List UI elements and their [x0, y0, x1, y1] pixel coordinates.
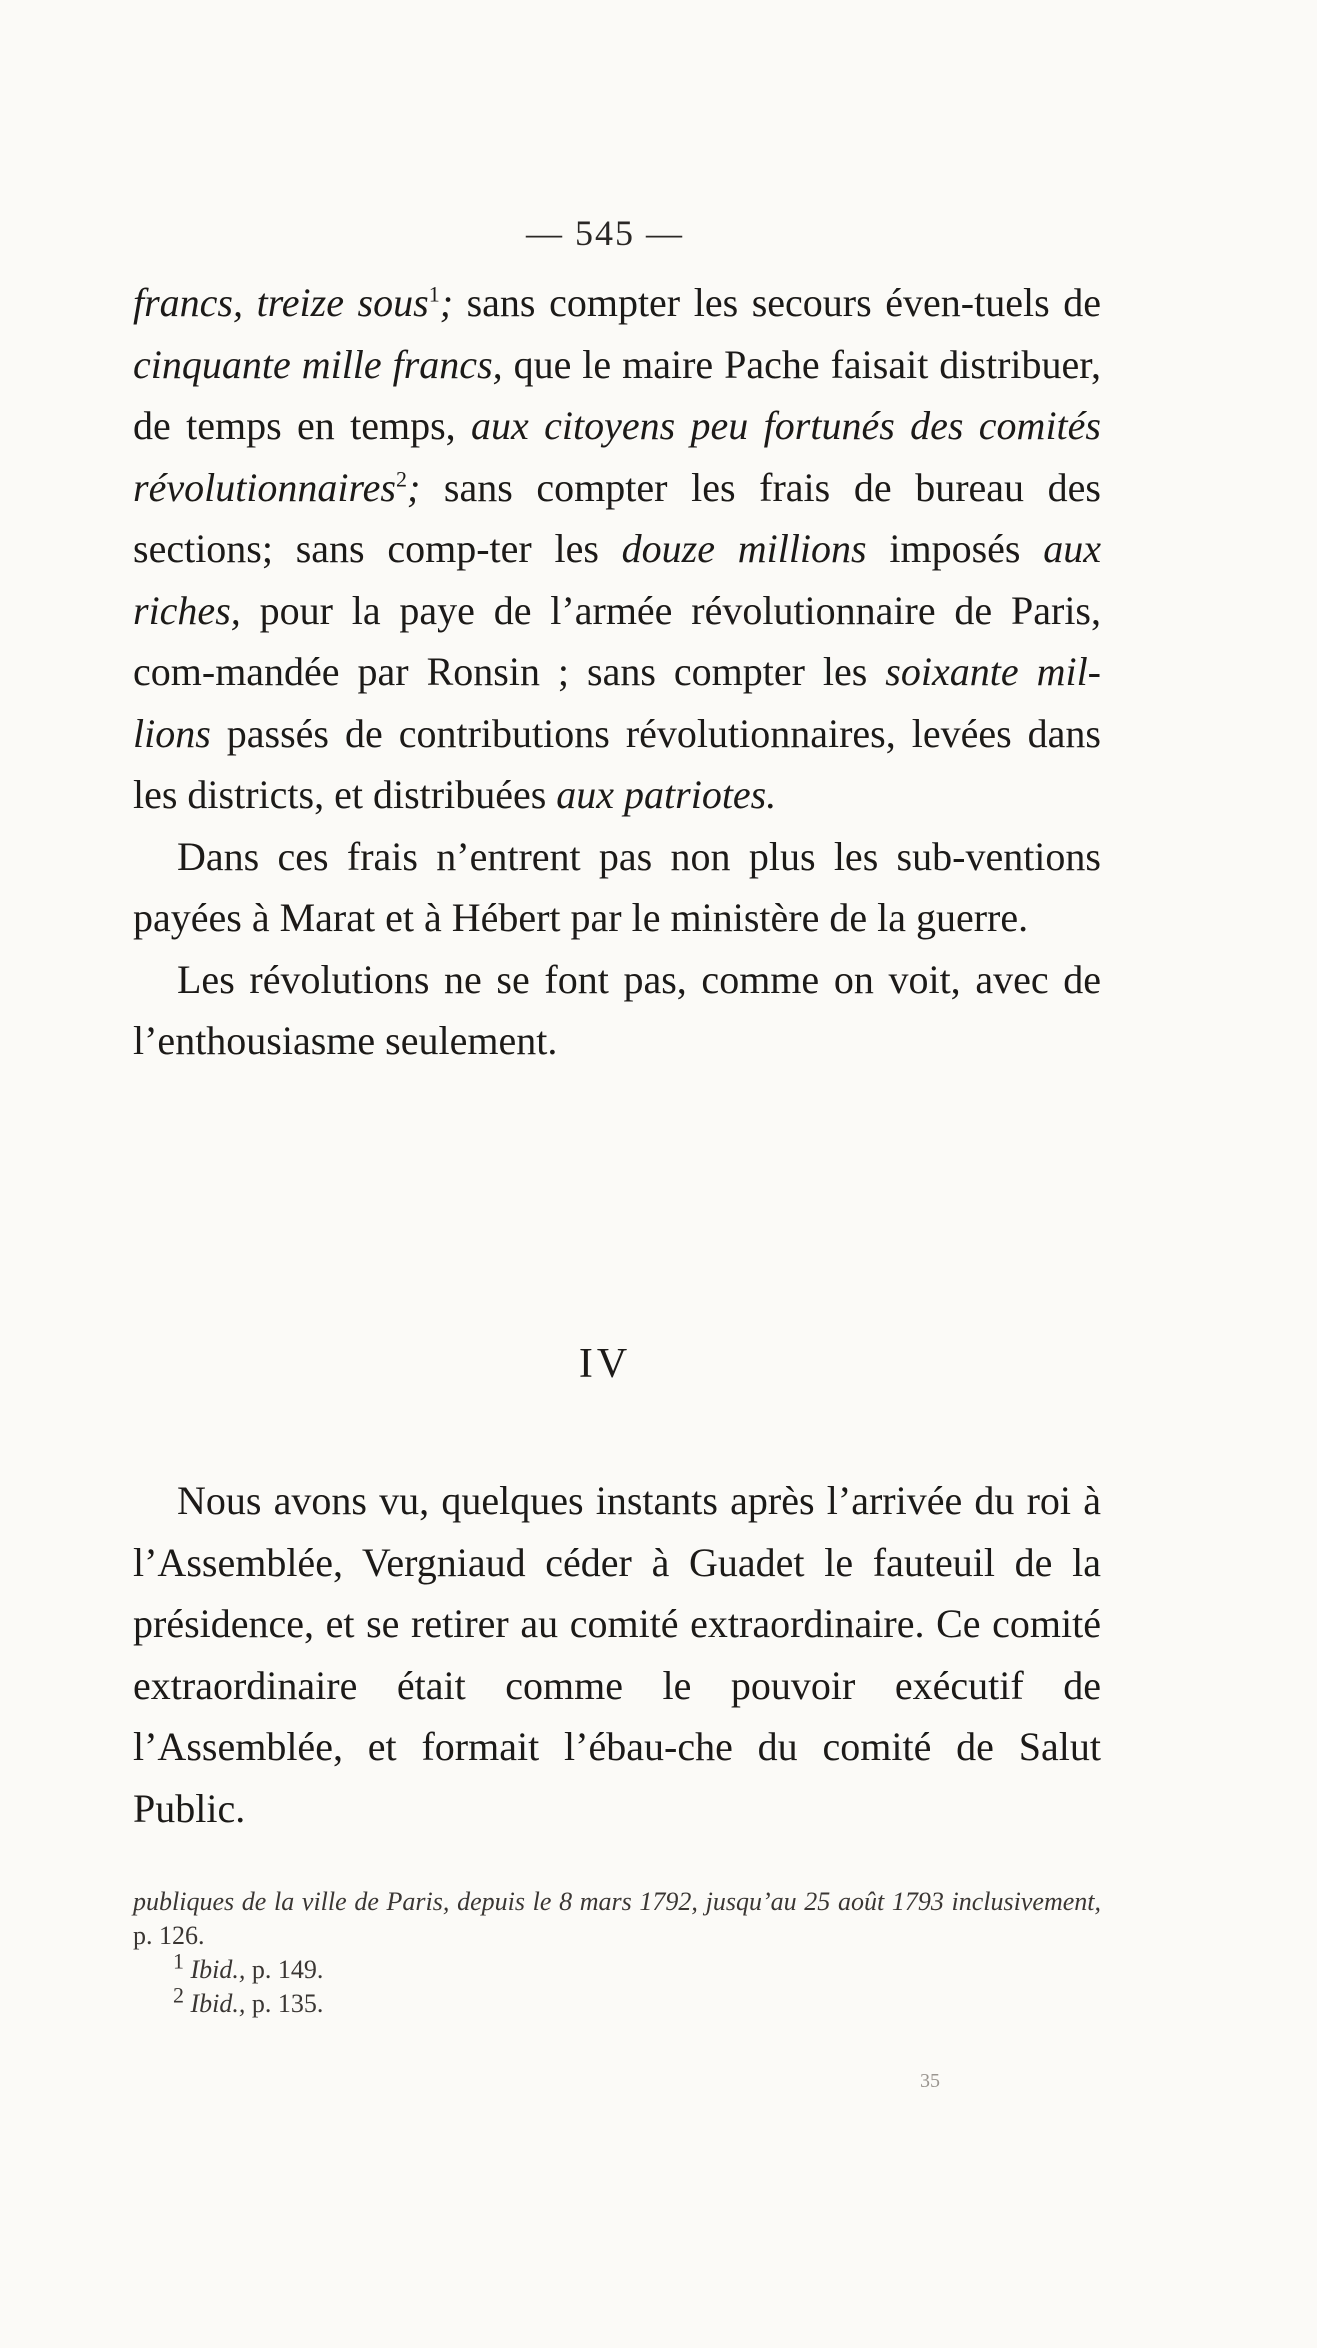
text-run: pour la paye de l’armée révolutionnaire de Paris, com-mandée par Ronsin ; sans compter les: [133, 587, 1101, 694]
italic-text: aux riches,: [133, 526, 1101, 633]
text-run: que le maire Pache faisait distribuer, de temps en temps,: [133, 341, 1101, 448]
paragraph-4: Nous avons vu, quelques instants après l’arrivée du roi à l’Assemblée, Vergniaud céder à Guadet le fauteuil de la présidence, et se retirer au comité extraordinaire. Ce comité extraordinaire était comme le pouvoir exécutif de l’Assemblée, et formait l’ébau-che du comité de Salut Public.: [133, 1478, 1101, 1831]
italic-text: ;: [439, 280, 454, 325]
text-run: p. 126.: [133, 1921, 205, 1950]
italic-text: cinquante mille francs,: [133, 341, 503, 387]
italic-text: francs, treize sous: [133, 280, 429, 325]
page-number-header: — 545 —: [526, 213, 684, 253]
footnote-1: [133, 1948, 1101, 1987]
footnote-2: [133, 1982, 1101, 2021]
printer-signature-mark: 35: [920, 2070, 940, 2092]
footnote-ref-2: 2: [395, 466, 407, 492]
text-run: imposés: [866, 526, 1044, 571]
italic-text: Ibid.,: [190, 1989, 246, 2018]
paragraph-2: Dans ces frais n’entrent pas non plus les sub-ventions payées à Marat et à Hébert par le ministère de la guerre.: [133, 833, 1101, 940]
text-run: sans compter les secours éven-tuels de: [453, 280, 1101, 325]
section-heading: IV: [578, 1341, 632, 1387]
text-run: passés de contributions révolutionnaires, levées dans les districts, et distribuées: [133, 710, 1101, 817]
text-run: p. 149.: [245, 1955, 324, 1984]
footnote-number: 2: [173, 1982, 184, 2008]
italic-text: Ibid.,: [190, 1955, 246, 1984]
italic-text: aux citoyens peu fortunés des comités révolutionnaires: [133, 403, 1101, 510]
paragraph-3: Les révolutions ne se font pas, comme on voit, avec de l’enthousiasme seulement.: [133, 956, 1101, 1063]
text-run: p. 135.: [245, 1989, 324, 2018]
italic-text: aux patriotes.: [556, 772, 777, 817]
italic-text: douze millions: [621, 526, 867, 571]
paragraph-1: [133, 272, 1101, 826]
footnote-ref-1: 1: [428, 281, 440, 307]
italic-text: ;: [406, 464, 421, 510]
footnotes: [133, 1885, 1101, 2021]
italic-text: publiques de la ville de Paris, depuis le 8 mars 1792, jusqu’au 25 août 1793 inclusivement,: [133, 1887, 1101, 1916]
italic-text: soixante mil-lions: [133, 649, 1102, 756]
footnote-continuation: [133, 1885, 1101, 1953]
footnote-number: 1: [173, 1948, 184, 1974]
text-run: sans compter les frais de bureau des sections; sans comp-ter les: [133, 464, 1101, 571]
main-text-lower: [133, 1470, 1101, 1839]
main-text-upper: [133, 272, 1101, 1072]
